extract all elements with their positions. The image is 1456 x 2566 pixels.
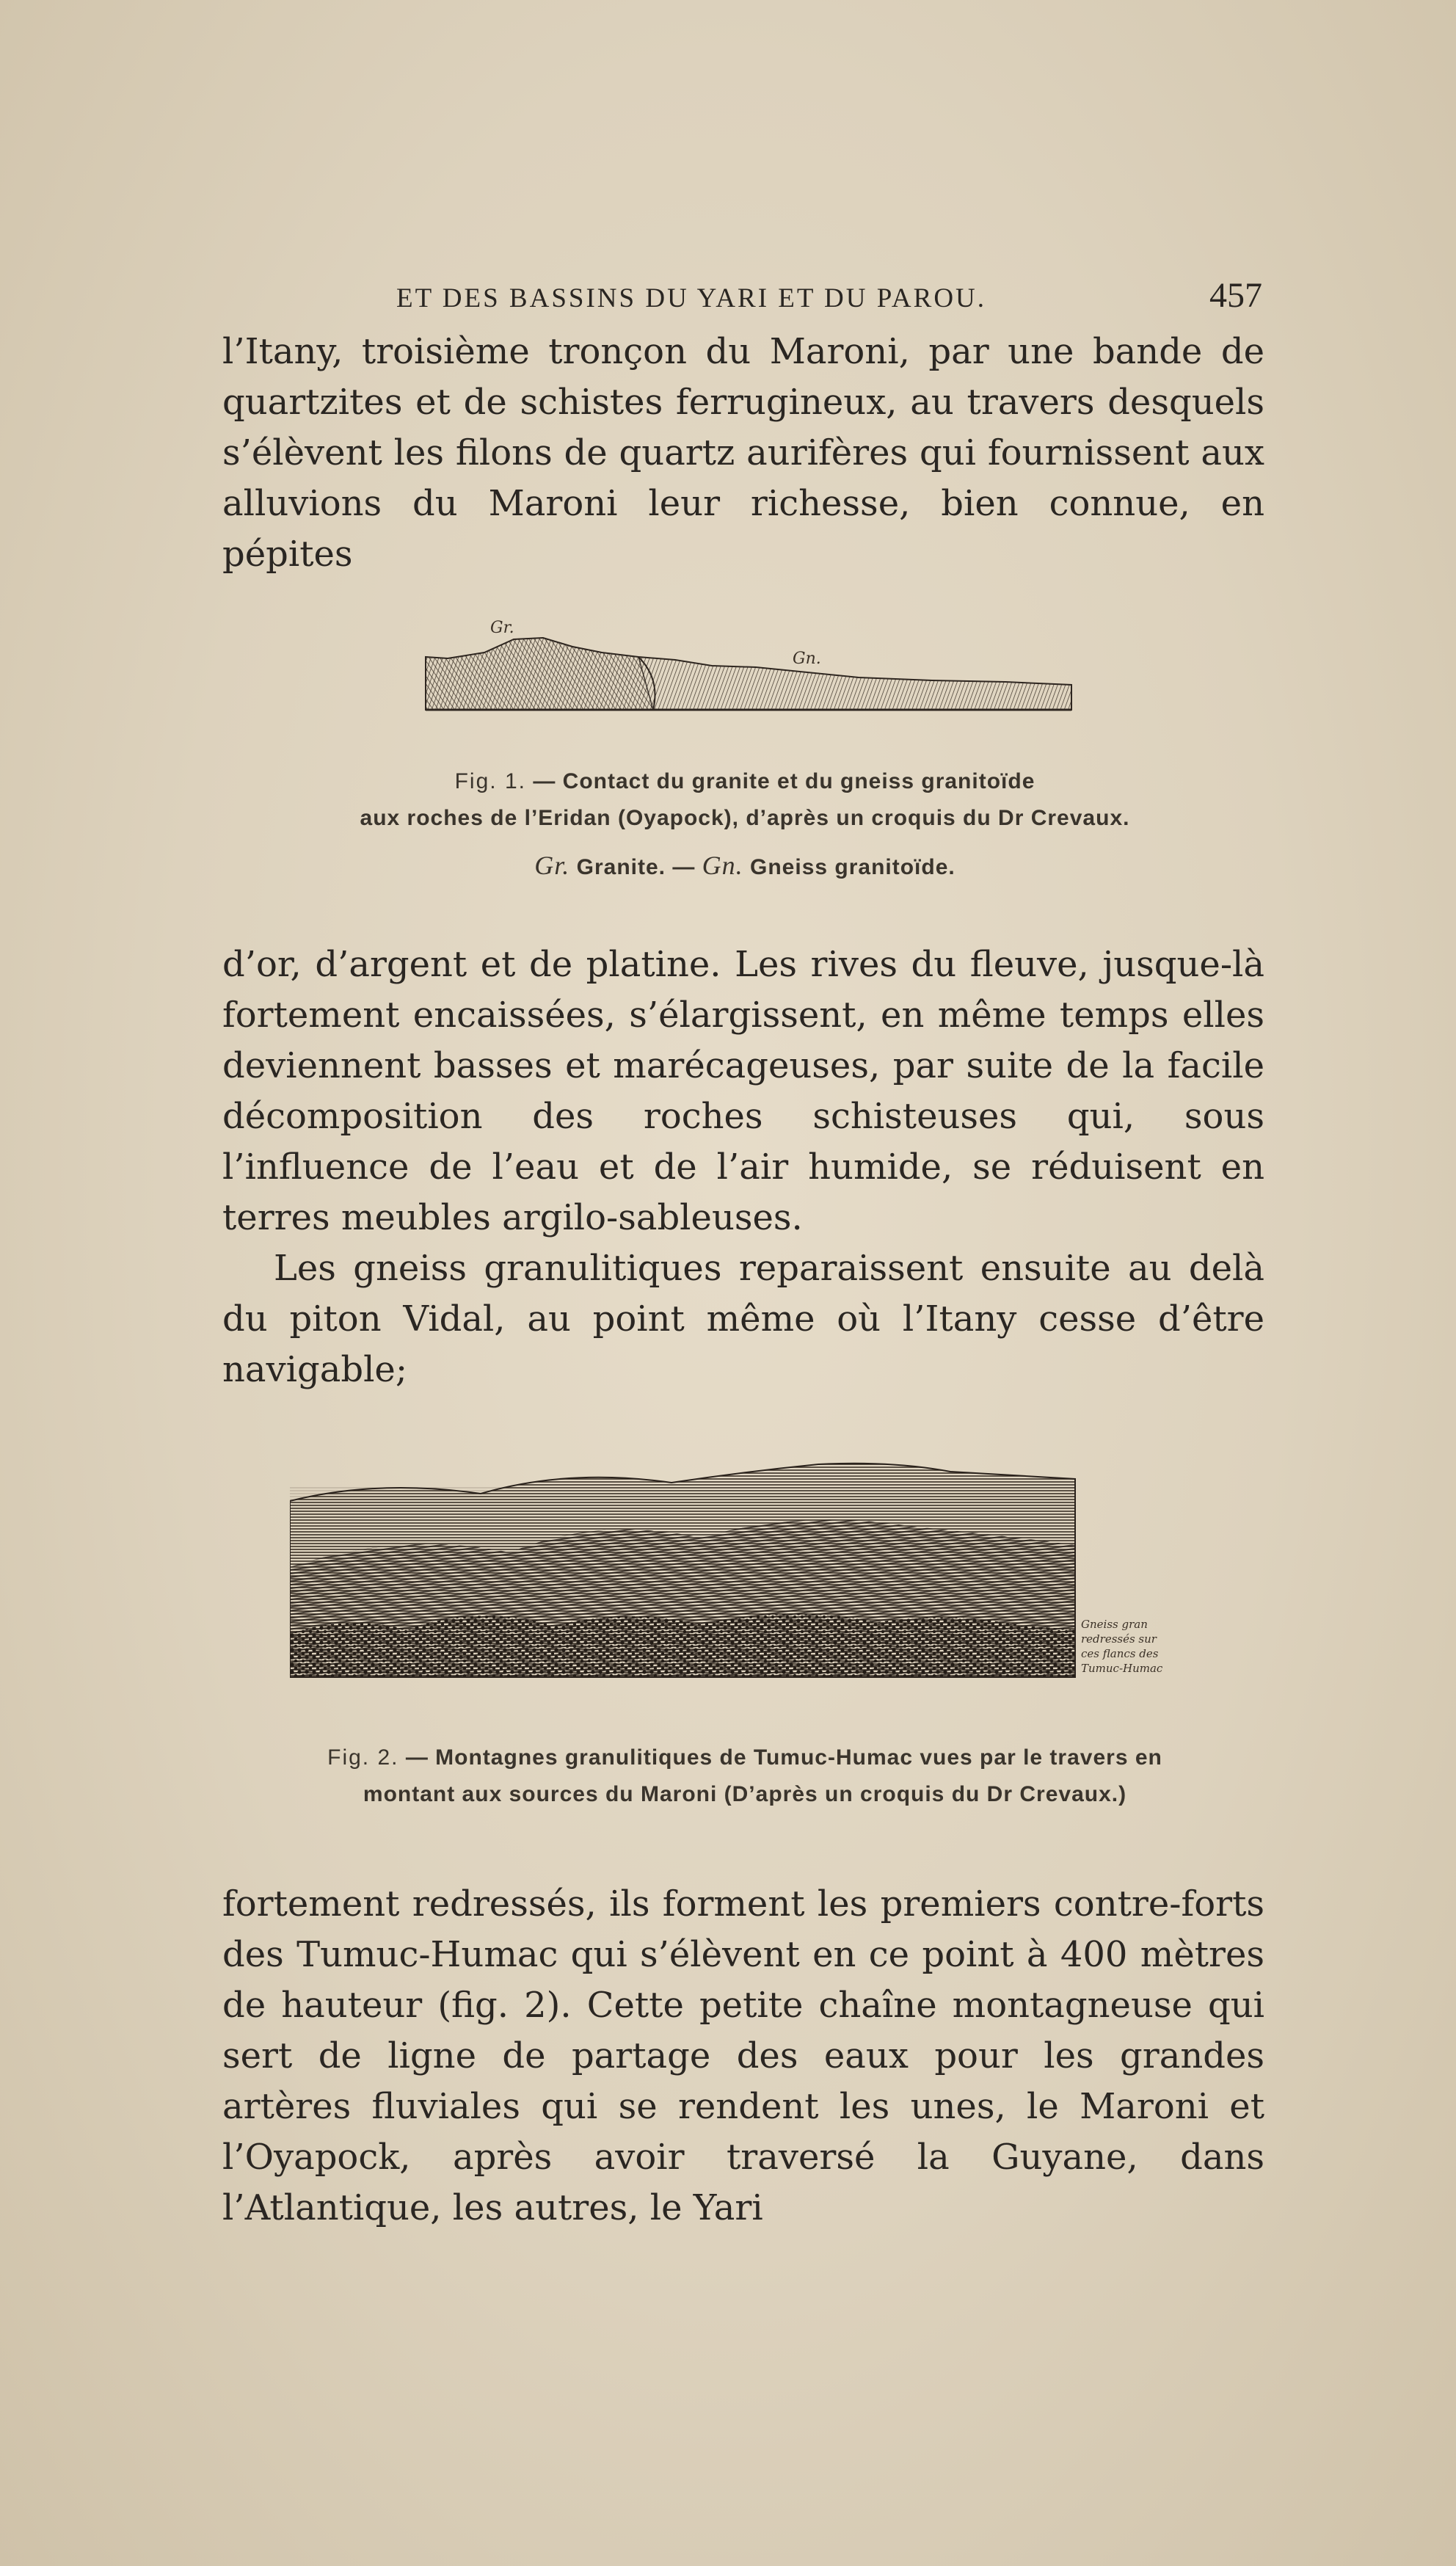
text-block-middle bbox=[222, 939, 1264, 1395]
figure-label-gr: Gr. bbox=[490, 619, 514, 637]
running-head: ET DES BASSINS DU YARI ET DU PAROU. bbox=[396, 283, 987, 313]
cross-section-drawing bbox=[418, 628, 1079, 716]
paragraph: l’Itany, troisième tronçon du Maroni, par une bande de quartzites et de schistes ferrugineux, au travers desquels s’élèvent les filons de quartz aurifères qui fournissent aux alluvions du Maroni leur richesse, bien connue, en pépites bbox=[222, 331, 1264, 575]
page-header bbox=[396, 276, 1262, 327]
figure-1-caption bbox=[220, 763, 1270, 886]
figure-2-caption bbox=[220, 1740, 1270, 1813]
caption-fig-number: Fig. 1. bbox=[454, 769, 526, 793]
caption-line: aux roches de l’Eridan (Oyapock), d’après un croquis du Dr Crevaux. bbox=[360, 806, 1130, 830]
figure-side-note bbox=[1081, 1617, 1162, 1676]
side-note-line: Gneiss gran bbox=[1081, 1618, 1148, 1631]
figure-1-cross-section bbox=[418, 619, 1079, 716]
page-number: 457 bbox=[1209, 276, 1262, 315]
side-note-line: redressés sur bbox=[1081, 1632, 1157, 1646]
legend-abbr: Gn. bbox=[702, 851, 743, 880]
figure-label-gn: Gn. bbox=[793, 650, 821, 668]
text-block-bottom bbox=[222, 1879, 1264, 2234]
paragraph: d’or, d’argent et de platine. Les rives du fleuve, jusque-là fortement encaissées, s’élargissent, en même temps elles deviennent basses et marécageuses, par suite de la facile décomposition des roches schisteuses qui, sous l’influence de l’eau et de l’air humide, se réduisent en terres meubles argilo-sableuses. bbox=[222, 944, 1264, 1238]
caption-fig-number: Fig. 2. bbox=[327, 1745, 399, 1770]
side-note-line: Tumuc-Humac bbox=[1081, 1662, 1163, 1675]
figure-legend bbox=[220, 847, 1270, 886]
paragraph: fortement redressés, ils forment les premiers contre-forts des Tumuc-Humac qui s’élèvent en ce point à 400 mètres de hauteur (fig. 2). Cette petite chaîne montagneuse qui sert de ligne de partage des eaux pour les grandes artères fluviales qui se rendent les unes, le Maroni et l’Oyapock, après avoir traversé la Guyane, dans l’Atlantique, les autres, le Yari bbox=[222, 1883, 1264, 2228]
caption-line: — Montagnes granulitiques de Tumuc-Humac vues par le travers en bbox=[405, 1745, 1162, 1770]
side-note-line: ces flancs des bbox=[1081, 1647, 1159, 1660]
legend-text: Granite. — bbox=[576, 855, 696, 879]
caption-line: montant aux sources du Maroni (D’après un croquis du Dr Crevaux.) bbox=[363, 1782, 1127, 1806]
legend-abbr: Gr. bbox=[534, 851, 570, 880]
text-block-top bbox=[222, 327, 1264, 580]
caption-line: — Contact du granite et du gneiss granitoïde bbox=[533, 769, 1035, 793]
legend-text: Gneiss granitoïde. bbox=[750, 855, 956, 879]
paragraph: Les gneiss granulitiques reparaissent ensuite au delà du piton Vidal, au point même où l’Itany cesse d’être navigable; bbox=[222, 1248, 1264, 1390]
figure-2-landscape bbox=[290, 1457, 1222, 1695]
